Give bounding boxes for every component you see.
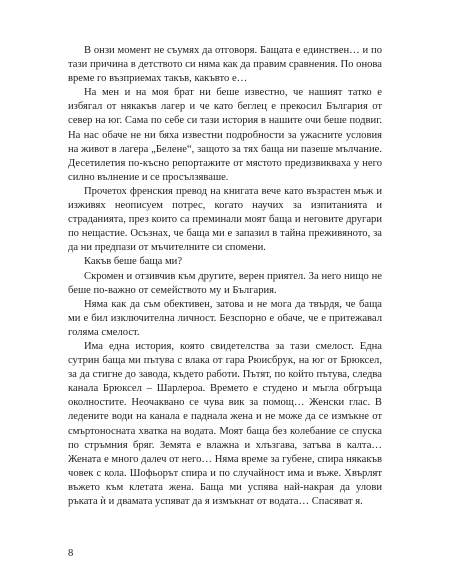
paragraph: Скромен и отзивчив към другите, верен приятел. За него нищо не беше по-важно от семейството му и България. bbox=[68, 270, 382, 296]
paragraph: Няма как да съм обективен, затова и не мога да твърдя, че баща ми е бил изключителна личност. Безспорно е обаче, че е притежавал голяма смелост. bbox=[68, 298, 382, 338]
paragraph: В онзи момент не съумях да отговоря. Бащата е единствен… и по тази причина в детството си няма как да правим сравнения. По онова време го възприемах такъв, какъвто е… bbox=[68, 45, 382, 85]
paragraph: Какъв беше баща ми? bbox=[84, 256, 183, 268]
paragraph: Прочетох френския превод на книгата вече като възрастен мъж и изживях неописуем потрес, когато научих за изпитанията и страданията, през които са преминали моят баща и неговите другари по нещастие. Осъзнах, че баща ми е запазил в тайна преживяното, за да ни предпази от мъчителните си спомени. bbox=[68, 185, 382, 254]
paragraph: На мен и на моя брат ни беше известно, че нашият татко е избягал от някакъв лагер и че като беглец е прекосил България от север на юг. Сама по себе си тази история в нашите очи беше подвиг. На нас обаче не ни бяха известни подробности за ужасните условия на живот в лагера „Белене“, защото за тях баща ни пазеше мълчание. Десетилетия по-късно репортажите от мястото предизвикваха у него силно вълнение и се просълзяваше. bbox=[68, 87, 382, 183]
page-number: 8 bbox=[68, 548, 74, 559]
body-text bbox=[68, 44, 382, 509]
paragraph: Има една история, която свидетелства за тази смелост. Една сутрин баща ми пътува с влака от гара Рюисбрук, на юг от Брюксел, за да стигне до завода, където работи. Пътят, по който пътува, следва канала Брюксел – Шарлероа. Времето е студено и мъгла обгръща околностите. Неочаквано се чува вик за помощ… Женски глас. В ледените води на канала е паднала жена и не може да се измъкне от смъртоносната хватка на водата. Моят баща без колебание се спуска по стръмния бряг. Земята е влажна и хлъзгава, затъва в калта… Жената е много далеч от него… Няма време за губене, спира някакъв човек с кола. Шофьорът спира и по случайност има и въже. Хвърлят въжето към клетата жена. Баща ми успява най-накрая да улови ръката ѝ и двамата успяват да я измъкнат от водата… Спасяват я. bbox=[68, 340, 382, 507]
